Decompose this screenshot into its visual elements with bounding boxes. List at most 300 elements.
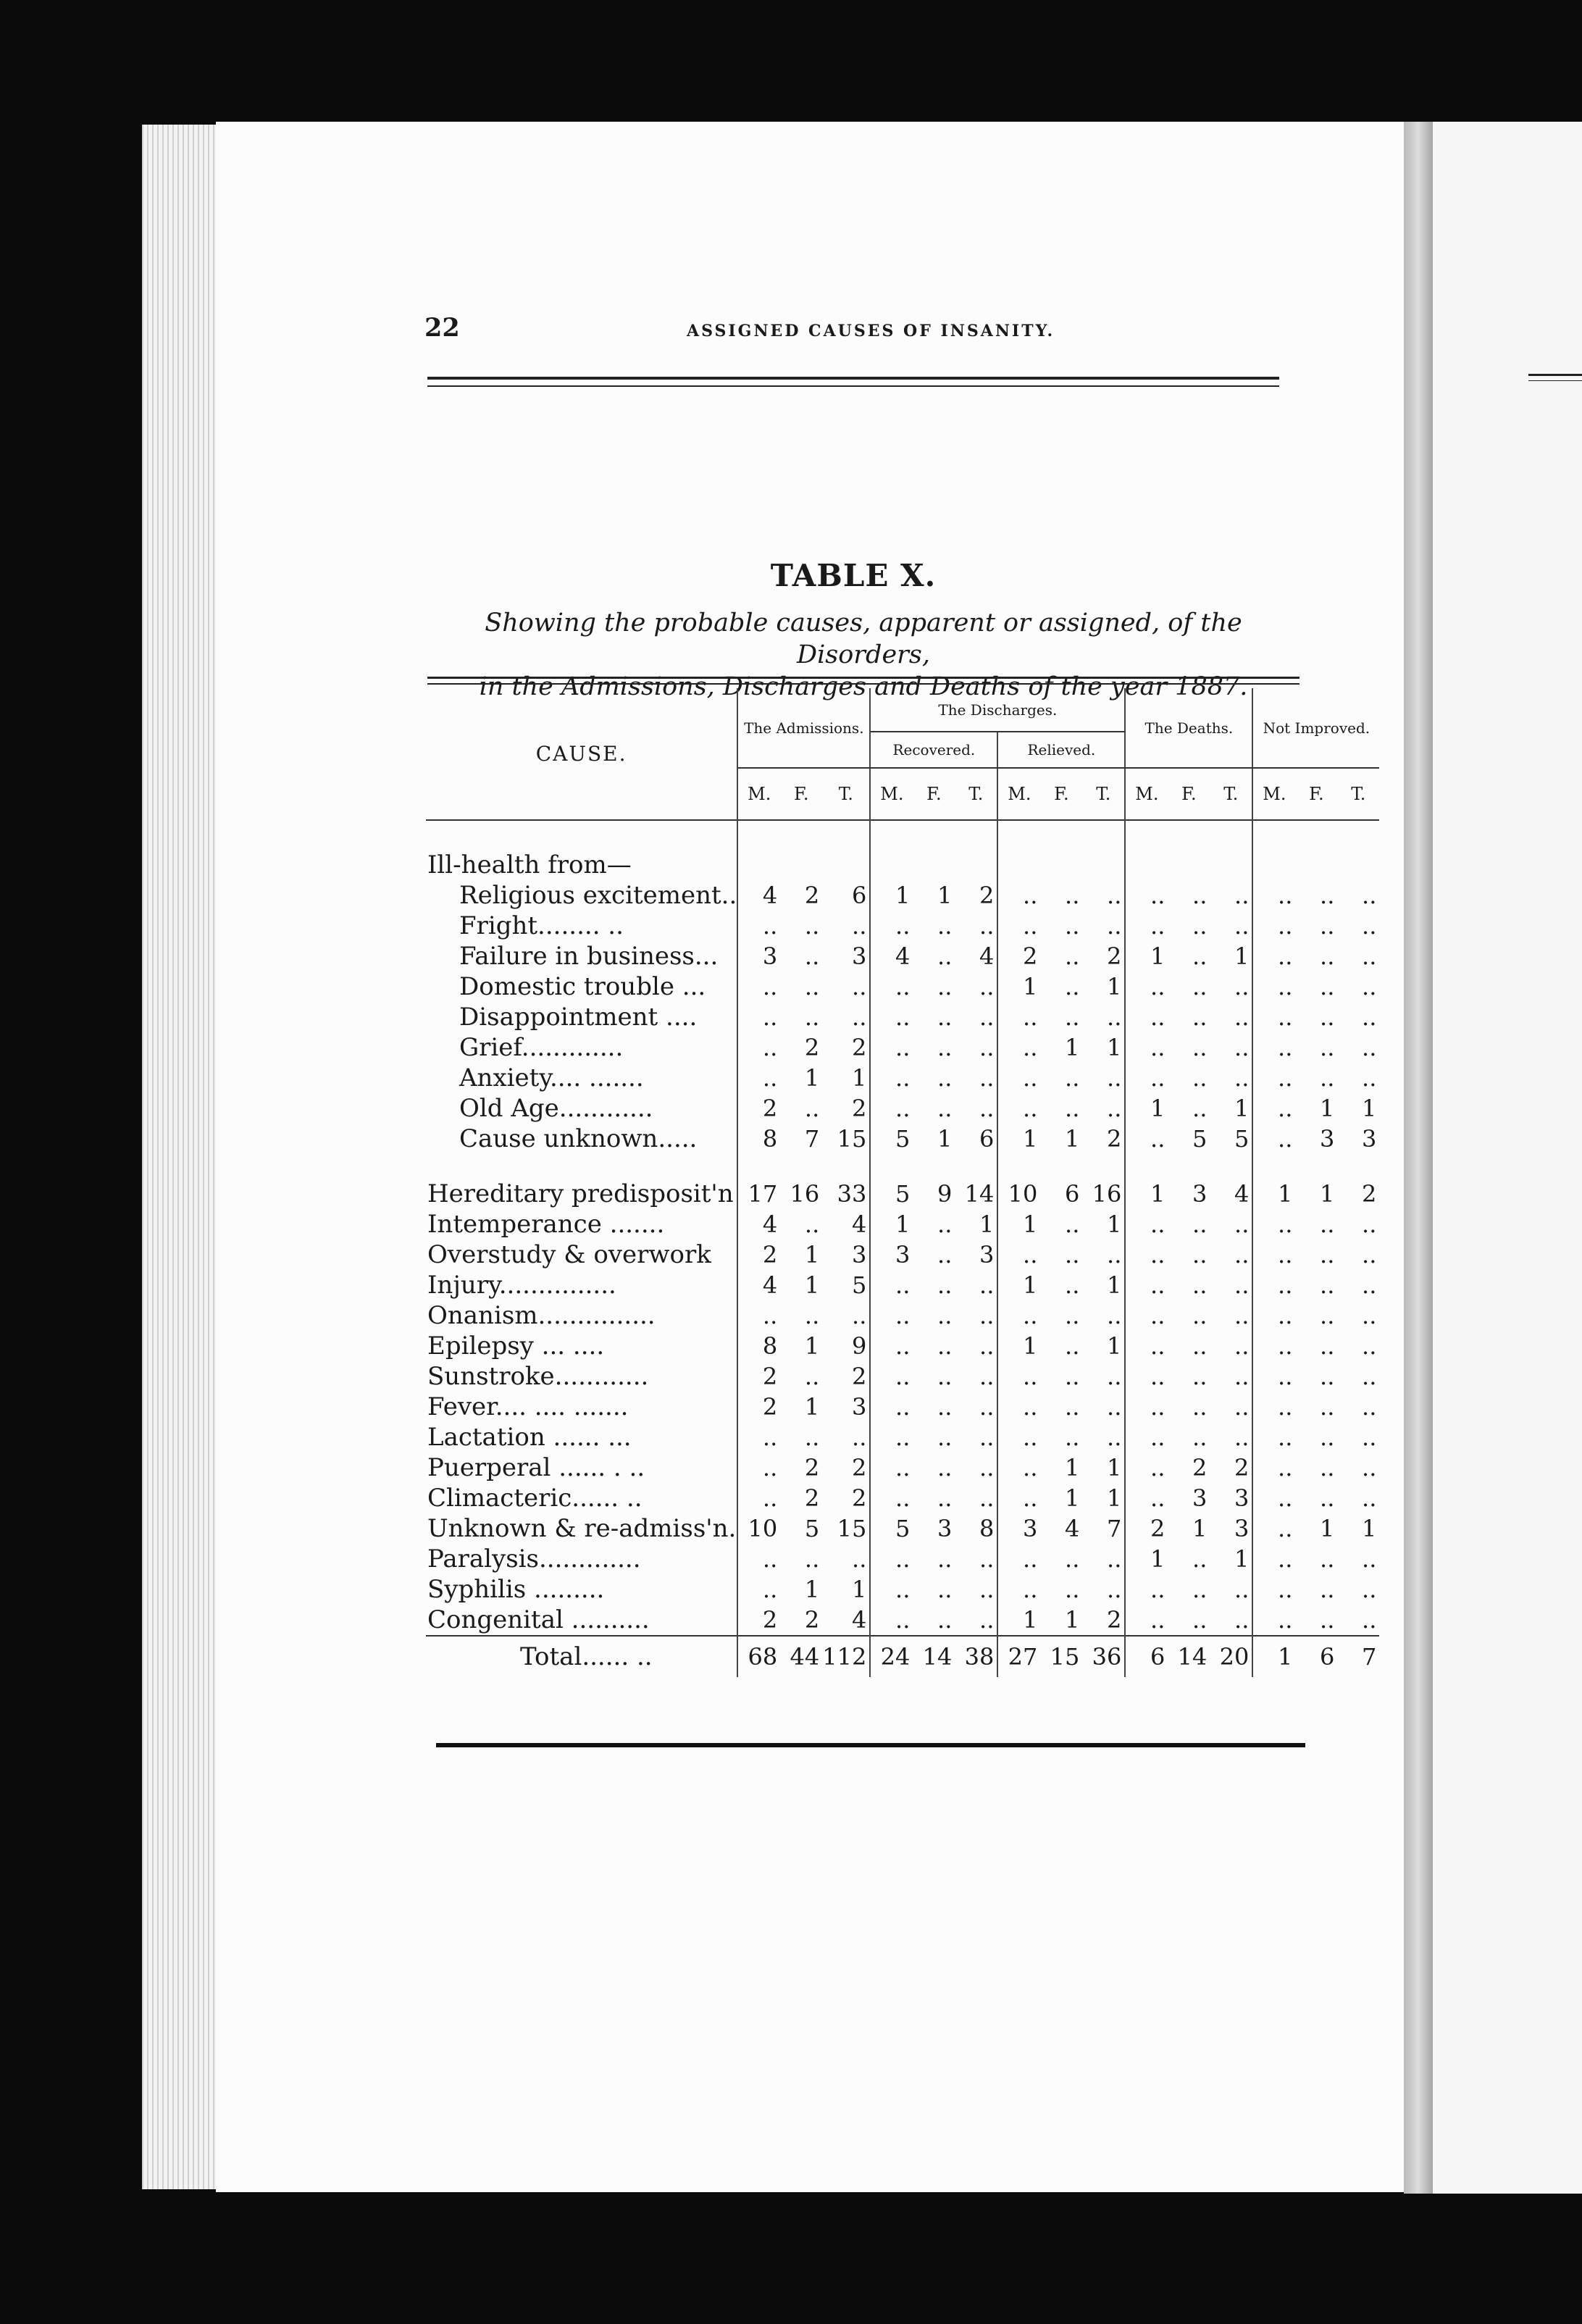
cell: 2 bbox=[804, 1454, 820, 1481]
cell: 2 bbox=[762, 1095, 778, 1122]
cell: .. bbox=[762, 1454, 778, 1481]
cell: .. bbox=[937, 1271, 953, 1299]
cell: .. bbox=[1362, 1484, 1377, 1512]
cell: .. bbox=[1065, 1393, 1080, 1421]
cell: 1 bbox=[1023, 1125, 1038, 1153]
cell: .. bbox=[937, 1454, 953, 1481]
table-row bbox=[426, 1331, 1379, 1361]
cause-label: Fright........ .. bbox=[426, 911, 737, 941]
cause-label: Overstudy & overwork bbox=[426, 1240, 737, 1270]
cell: 1 bbox=[1362, 1095, 1377, 1122]
cell: .. bbox=[1210, 1422, 1252, 1452]
cell: .. bbox=[937, 1606, 953, 1634]
cell: 8 bbox=[955, 1513, 997, 1544]
cell: 5 bbox=[895, 1515, 911, 1542]
cell: .. bbox=[895, 1545, 911, 1573]
cell: .. bbox=[822, 971, 870, 1002]
cell: 1 bbox=[937, 882, 953, 909]
table-row bbox=[426, 1124, 1379, 1154]
header-m-2: M. bbox=[1008, 784, 1031, 804]
cell: .. bbox=[804, 912, 820, 940]
table-row bbox=[426, 1209, 1379, 1240]
cell: .. bbox=[1192, 1393, 1208, 1421]
cell: .. bbox=[1278, 1271, 1293, 1299]
table-row bbox=[426, 1032, 1379, 1063]
cell: 7 bbox=[804, 1125, 820, 1153]
cell: 4 bbox=[1210, 1179, 1252, 1209]
header-cause: CAUSE. bbox=[426, 688, 737, 820]
cell: 3 bbox=[1210, 1513, 1252, 1544]
cause-label: Grief............. bbox=[426, 1032, 737, 1063]
cell: .. bbox=[1210, 1392, 1252, 1422]
cell: 5 bbox=[822, 1270, 870, 1300]
cell: .. bbox=[1320, 1545, 1335, 1573]
cell: .. bbox=[1023, 882, 1038, 909]
cell: 2 bbox=[1082, 941, 1125, 971]
cell: .. bbox=[1192, 1211, 1208, 1238]
cell: .. bbox=[895, 1095, 911, 1122]
cell: .. bbox=[895, 1424, 911, 1451]
cell: .. bbox=[1192, 1095, 1208, 1122]
cell: .. bbox=[1023, 1424, 1038, 1451]
cell: .. bbox=[1082, 1361, 1125, 1392]
next-page-rule bbox=[1528, 374, 1582, 381]
cell: .. bbox=[1320, 1003, 1335, 1031]
header-t-4: T. bbox=[1351, 784, 1366, 804]
cell: .. bbox=[1192, 1034, 1208, 1061]
cell: 1 bbox=[1320, 1515, 1335, 1542]
cell: .. bbox=[955, 1483, 997, 1513]
cell: 6 bbox=[1125, 1636, 1168, 1677]
cell: .. bbox=[1150, 912, 1165, 940]
cell: 10 bbox=[748, 1515, 778, 1542]
cell: 38 bbox=[955, 1636, 997, 1677]
cause-label: Injury............... bbox=[426, 1270, 737, 1300]
cell: .. bbox=[1210, 880, 1252, 911]
cell: .. bbox=[1320, 1363, 1335, 1390]
cell: .. bbox=[1065, 1095, 1080, 1122]
cell: .. bbox=[1362, 1271, 1377, 1299]
cell: .. bbox=[1192, 1003, 1208, 1031]
cell: .. bbox=[762, 1034, 778, 1061]
cell: .. bbox=[822, 911, 870, 941]
cell: .. bbox=[822, 1002, 870, 1032]
cell: .. bbox=[1362, 1241, 1377, 1268]
cell: 1 bbox=[1023, 1606, 1038, 1634]
cause-label: Failure in business... bbox=[426, 941, 737, 971]
cause-label: Disappointment .... bbox=[426, 1002, 737, 1032]
cell: .. bbox=[1192, 973, 1208, 1000]
cell: .. bbox=[1082, 1093, 1125, 1124]
cell: 5 bbox=[804, 1515, 820, 1542]
cell: .. bbox=[895, 912, 911, 940]
cell: .. bbox=[955, 1300, 997, 1331]
cell: .. bbox=[1278, 942, 1293, 970]
cell: 1 bbox=[1065, 1484, 1080, 1512]
cell: .. bbox=[822, 1422, 870, 1452]
table-row bbox=[426, 1483, 1379, 1513]
cell: .. bbox=[1192, 1241, 1208, 1268]
cell: .. bbox=[1150, 1424, 1165, 1451]
cell: .. bbox=[1320, 1034, 1335, 1061]
cell: 1 bbox=[1082, 1452, 1125, 1483]
cause-label: Fever.... .... ....... bbox=[426, 1392, 737, 1422]
cell: 14 bbox=[913, 1636, 955, 1677]
cell: .. bbox=[1082, 1002, 1125, 1032]
cell: 8 bbox=[762, 1332, 778, 1360]
cell: .. bbox=[1320, 1393, 1335, 1421]
cell: 2 bbox=[804, 1484, 820, 1512]
cell: .. bbox=[1362, 1576, 1377, 1603]
cell: 1 bbox=[804, 1241, 820, 1268]
cell: 20 bbox=[1210, 1636, 1252, 1677]
cell: .. bbox=[1278, 1393, 1293, 1421]
cell: .. bbox=[1278, 1576, 1293, 1603]
cell: .. bbox=[1362, 973, 1377, 1000]
cell: .. bbox=[895, 1034, 911, 1061]
cell: 1 bbox=[1023, 1332, 1038, 1360]
cell: .. bbox=[895, 973, 911, 1000]
cell: .. bbox=[1362, 1302, 1377, 1329]
cell: 2 bbox=[822, 1361, 870, 1392]
cell: 1 bbox=[1065, 1125, 1080, 1153]
cell: .. bbox=[1210, 1331, 1252, 1361]
cell: 2 bbox=[822, 1452, 870, 1483]
cell: 6 bbox=[1065, 1180, 1080, 1208]
cause-label: Climacteric...... .. bbox=[426, 1483, 737, 1513]
cell: .. bbox=[804, 1424, 820, 1451]
cell: 1 bbox=[1065, 1034, 1080, 1061]
bottom-rule bbox=[436, 1743, 1305, 1753]
cell: 4 bbox=[822, 1605, 870, 1636]
cell: .. bbox=[1320, 882, 1335, 909]
total-label: Total...... .. bbox=[426, 1636, 737, 1677]
cell: .. bbox=[762, 1302, 778, 1329]
cause-label: Sunstroke............ bbox=[426, 1361, 737, 1392]
cell: 2 bbox=[762, 1241, 778, 1268]
cell: .. bbox=[1210, 1605, 1252, 1636]
cell: .. bbox=[1065, 882, 1080, 909]
cell: 1 bbox=[937, 1125, 953, 1153]
cell: .. bbox=[1210, 971, 1252, 1002]
cell: 15 bbox=[822, 1124, 870, 1154]
cell: .. bbox=[955, 1002, 997, 1032]
cell: 1 bbox=[895, 1211, 911, 1238]
section-heading: Ill-health from— bbox=[426, 850, 737, 880]
cell: .. bbox=[937, 1545, 953, 1573]
cell: .. bbox=[955, 1331, 997, 1361]
cell: 36 bbox=[1082, 1636, 1125, 1677]
cell: 1 bbox=[1150, 1180, 1165, 1208]
cell: .. bbox=[1150, 1454, 1165, 1481]
cell: 27 bbox=[997, 1636, 1040, 1677]
cell: .. bbox=[1362, 912, 1377, 940]
cell: 3 bbox=[1192, 1484, 1208, 1512]
cell: 2 bbox=[762, 1393, 778, 1421]
cell: .. bbox=[1320, 942, 1335, 970]
cell: .. bbox=[1320, 912, 1335, 940]
cell: 3 bbox=[955, 1240, 997, 1270]
cell: .. bbox=[1362, 942, 1377, 970]
cell: .. bbox=[1082, 1240, 1125, 1270]
cell: .. bbox=[1362, 1003, 1377, 1031]
table-row bbox=[426, 1422, 1379, 1452]
header-t-3: T. bbox=[1210, 768, 1252, 820]
cell: .. bbox=[1192, 1424, 1208, 1451]
cell: .. bbox=[1210, 1270, 1252, 1300]
cause-label: Cause unknown..... bbox=[426, 1124, 737, 1154]
cell: .. bbox=[1278, 1064, 1293, 1092]
cell: .. bbox=[1065, 942, 1080, 970]
table-row bbox=[426, 941, 1379, 971]
cell: .. bbox=[1023, 1393, 1038, 1421]
cell: .. bbox=[1192, 942, 1208, 970]
cell: 17 bbox=[748, 1180, 778, 1208]
cell: 5 bbox=[895, 1125, 911, 1153]
cell: .. bbox=[1320, 1424, 1335, 1451]
cell: 24 bbox=[870, 1636, 913, 1677]
cell: 4 bbox=[955, 941, 997, 971]
table-row bbox=[426, 1605, 1379, 1636]
cell: .. bbox=[1278, 912, 1293, 940]
cell: .. bbox=[937, 1424, 953, 1451]
cell: .. bbox=[937, 1484, 953, 1512]
header-m-3: M. bbox=[1135, 784, 1159, 804]
cell: 6 bbox=[1295, 1636, 1337, 1677]
cell: 2 bbox=[1210, 1452, 1252, 1483]
cell: 2 bbox=[1082, 1124, 1125, 1154]
cell: 2 bbox=[822, 1093, 870, 1124]
cell: .. bbox=[1065, 1241, 1080, 1268]
cell: .. bbox=[1320, 1064, 1335, 1092]
cell: 7 bbox=[1082, 1513, 1125, 1544]
cell: .. bbox=[1278, 1095, 1293, 1122]
cell: .. bbox=[762, 1064, 778, 1092]
cell: .. bbox=[1065, 1424, 1080, 1451]
cell: 16 bbox=[1082, 1179, 1125, 1209]
cell: .. bbox=[1023, 1454, 1038, 1481]
cell: 1 bbox=[1082, 1483, 1125, 1513]
cause-label: Hereditary predisposit'n bbox=[426, 1179, 737, 1209]
subtitle-line-2: in the Admissions, Discharges and Deaths of the year 1887. bbox=[479, 672, 1248, 701]
cell: .. bbox=[762, 1576, 778, 1603]
table-row bbox=[426, 1452, 1379, 1483]
cause-label: Intemperance ....... bbox=[426, 1209, 737, 1240]
cell: 2 bbox=[762, 1606, 778, 1634]
cell: 4 bbox=[762, 1271, 778, 1299]
cell: 1 bbox=[1065, 1606, 1080, 1634]
cell: 3 bbox=[1023, 1515, 1038, 1542]
cell: 2 bbox=[822, 1032, 870, 1063]
cell: 3 bbox=[822, 1240, 870, 1270]
table-row bbox=[426, 1513, 1379, 1544]
cell: .. bbox=[1278, 1606, 1293, 1634]
cell: .. bbox=[822, 1544, 870, 1574]
cause-label: Unknown & re-admiss'n. bbox=[427, 1514, 737, 1543]
cell: .. bbox=[1082, 880, 1125, 911]
cell: .. bbox=[1192, 882, 1208, 909]
cell: .. bbox=[1210, 911, 1252, 941]
cell: .. bbox=[762, 1484, 778, 1512]
cell: .. bbox=[1278, 1211, 1293, 1238]
cell: .. bbox=[1150, 882, 1165, 909]
cell: 2 bbox=[804, 1034, 820, 1061]
cell: .. bbox=[937, 1241, 953, 1268]
cell: 3 bbox=[1192, 1180, 1208, 1208]
cell: .. bbox=[1192, 1545, 1208, 1573]
cell: 14 bbox=[1168, 1636, 1210, 1677]
cell: .. bbox=[955, 1392, 997, 1422]
cell: .. bbox=[1278, 1241, 1293, 1268]
total-row bbox=[426, 1636, 1379, 1677]
cell: .. bbox=[895, 1302, 911, 1329]
cell: .. bbox=[937, 912, 953, 940]
cell: 1 bbox=[1082, 1331, 1125, 1361]
cell: .. bbox=[937, 1393, 953, 1421]
cell: 1 bbox=[1252, 1636, 1295, 1677]
cause-label: Lactation ...... ... bbox=[426, 1422, 737, 1452]
cell: .. bbox=[937, 1363, 953, 1390]
cell: .. bbox=[1362, 1393, 1377, 1421]
table-row bbox=[426, 911, 1379, 941]
cell: .. bbox=[1320, 1484, 1335, 1512]
cell: .. bbox=[1278, 1424, 1293, 1451]
cell: 1 bbox=[1192, 1515, 1208, 1542]
table-row bbox=[426, 971, 1379, 1002]
title-rule bbox=[427, 677, 1300, 685]
table-row bbox=[426, 880, 1379, 911]
cell: 2 bbox=[1150, 1515, 1165, 1542]
cell: .. bbox=[804, 1095, 820, 1122]
cell: .. bbox=[1210, 1063, 1252, 1093]
table-row bbox=[426, 1544, 1379, 1574]
table-row bbox=[426, 1179, 1379, 1209]
cell: 1 bbox=[804, 1393, 820, 1421]
cell: .. bbox=[822, 1300, 870, 1331]
next-page bbox=[1433, 122, 1582, 2194]
header-recovered: Recovered. bbox=[870, 732, 997, 768]
cell: .. bbox=[1320, 1241, 1335, 1268]
cell: .. bbox=[1192, 1302, 1208, 1329]
cell: .. bbox=[895, 1363, 911, 1390]
cell: .. bbox=[937, 1332, 953, 1360]
cell: 10 bbox=[1008, 1180, 1038, 1208]
cell: 44 bbox=[780, 1636, 822, 1677]
cell: .. bbox=[1082, 1063, 1125, 1093]
cell: .. bbox=[1082, 1300, 1125, 1331]
cell: .. bbox=[955, 1452, 997, 1483]
cell: .. bbox=[1320, 1302, 1335, 1329]
cell: .. bbox=[1082, 911, 1125, 941]
cell: 1 bbox=[822, 1574, 870, 1605]
cell: .. bbox=[1082, 1392, 1125, 1422]
cell: 3 bbox=[1320, 1125, 1335, 1153]
cell: 1 bbox=[1023, 1211, 1038, 1238]
cell: .. bbox=[1150, 1332, 1165, 1360]
cell: .. bbox=[1065, 1302, 1080, 1329]
cell: .. bbox=[1362, 1034, 1377, 1061]
cell: 6 bbox=[955, 1124, 997, 1154]
cell: .. bbox=[1065, 1064, 1080, 1092]
cell: 5 bbox=[1210, 1124, 1252, 1154]
cell: .. bbox=[1210, 1361, 1252, 1392]
cell: .. bbox=[1210, 1300, 1252, 1331]
cell: .. bbox=[937, 1034, 953, 1061]
cell: .. bbox=[1082, 1544, 1125, 1574]
cell: .. bbox=[955, 1574, 997, 1605]
cell: 112 bbox=[822, 1636, 870, 1677]
cell: .. bbox=[804, 1545, 820, 1573]
cell: .. bbox=[1065, 1363, 1080, 1390]
header-f-1: F. bbox=[926, 784, 942, 804]
cell: .. bbox=[1278, 882, 1293, 909]
cell: .. bbox=[1150, 1003, 1165, 1031]
cell: 2 bbox=[1023, 942, 1038, 970]
cell: .. bbox=[895, 1271, 911, 1299]
cell: .. bbox=[1065, 1576, 1080, 1603]
cell: 2 bbox=[804, 882, 820, 909]
cell: .. bbox=[895, 1332, 911, 1360]
cell: .. bbox=[1210, 1240, 1252, 1270]
cell: .. bbox=[1278, 1515, 1293, 1542]
header-m-4: M. bbox=[1263, 784, 1286, 804]
cell: 9 bbox=[937, 1180, 953, 1208]
cell: 1 bbox=[895, 882, 911, 909]
cell: .. bbox=[937, 942, 953, 970]
cell: .. bbox=[762, 912, 778, 940]
table-row bbox=[426, 1300, 1379, 1331]
cell: .. bbox=[955, 911, 997, 941]
cell: .. bbox=[1150, 1034, 1165, 1061]
cell: .. bbox=[1150, 1064, 1165, 1092]
cell: .. bbox=[1210, 1209, 1252, 1240]
cell: .. bbox=[1192, 1064, 1208, 1092]
cell: 1 bbox=[804, 1332, 820, 1360]
cell: .. bbox=[1065, 1211, 1080, 1238]
cell: 1 bbox=[1210, 1544, 1252, 1574]
causes-table bbox=[426, 688, 1379, 1677]
cell: 1 bbox=[1210, 1093, 1252, 1124]
cell: .. bbox=[955, 1361, 997, 1392]
cell: 68 bbox=[737, 1636, 780, 1677]
cell: 1 bbox=[804, 1271, 820, 1299]
cell: .. bbox=[804, 1302, 820, 1329]
cell: .. bbox=[1065, 1332, 1080, 1360]
cell: 7 bbox=[1337, 1636, 1379, 1677]
cause-label: Domestic trouble ... bbox=[426, 971, 737, 1002]
cause-label: Religious excitement.. bbox=[426, 880, 737, 911]
cell: 1 bbox=[1082, 1032, 1125, 1063]
cell: .. bbox=[1023, 1302, 1038, 1329]
cell: .. bbox=[1192, 1576, 1208, 1603]
cell: .. bbox=[1023, 1545, 1038, 1573]
table-row bbox=[426, 1392, 1379, 1422]
header-not-improved: Not Improved. bbox=[1252, 688, 1379, 768]
cell: 1 bbox=[1082, 1270, 1125, 1300]
cell: .. bbox=[804, 1363, 820, 1390]
cell: .. bbox=[955, 1544, 997, 1574]
cell: .. bbox=[1278, 1302, 1293, 1329]
cause-label: Puerperal ...... . .. bbox=[426, 1452, 737, 1483]
cell: 3 bbox=[822, 1392, 870, 1422]
cell: .. bbox=[1278, 1332, 1293, 1360]
header-m-1: M. bbox=[880, 784, 904, 804]
cell: .. bbox=[1320, 1211, 1335, 1238]
cell: .. bbox=[1150, 1576, 1165, 1603]
cell: .. bbox=[1320, 1332, 1335, 1360]
cell: 1 bbox=[1082, 971, 1125, 1002]
cell: .. bbox=[1150, 1271, 1165, 1299]
